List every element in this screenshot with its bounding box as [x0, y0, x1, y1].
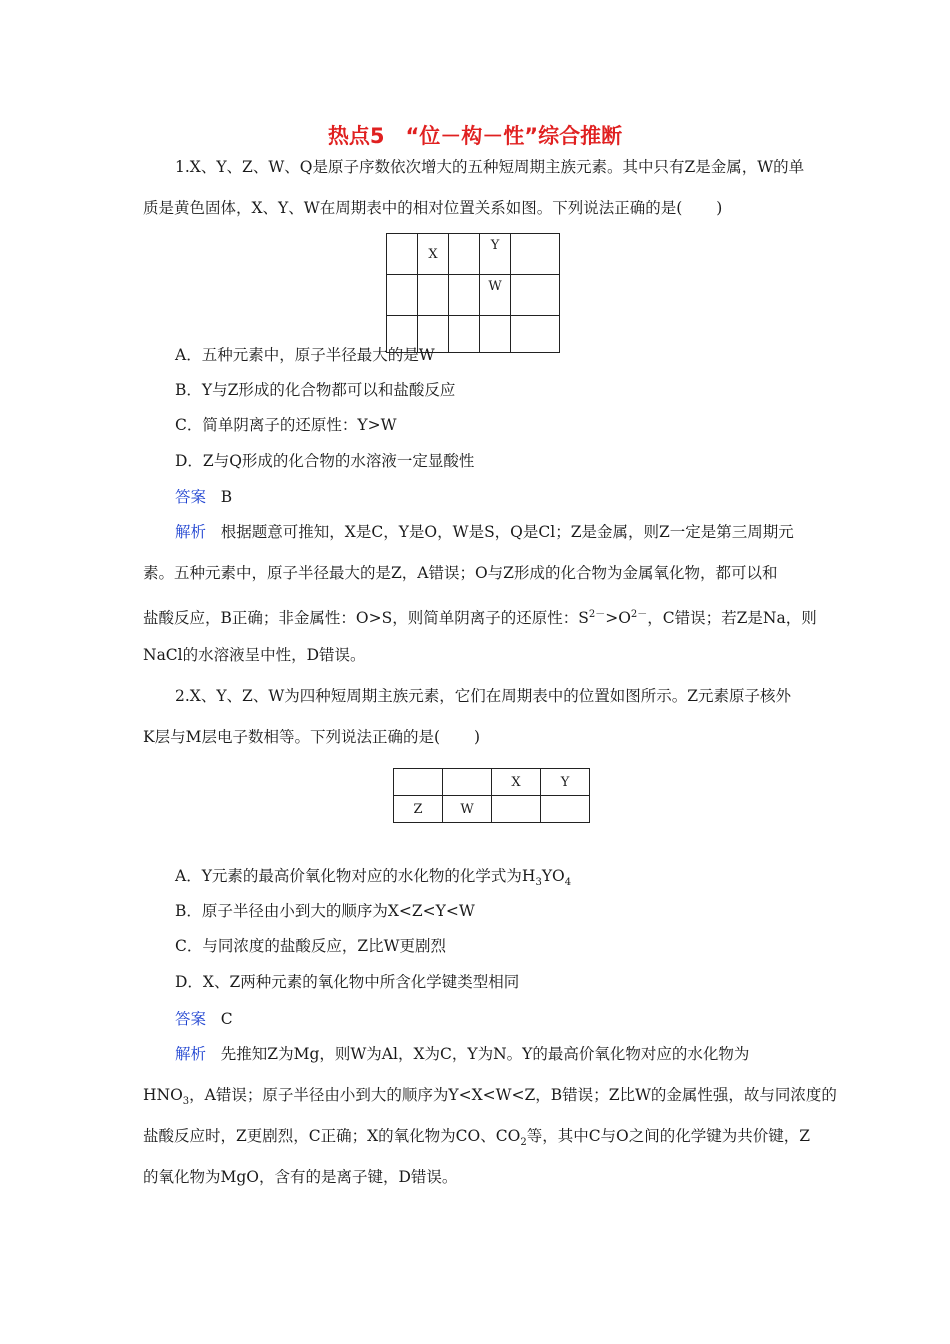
q2-periodic-table — [393, 768, 590, 823]
charge-superscript: 2－ — [630, 609, 648, 620]
q1-cell — [449, 275, 480, 316]
q1-analysis-text: ，C错误；若Z是Na，则 — [647, 609, 817, 628]
q1-cell — [449, 234, 480, 275]
q1-stem-paren: ) — [716, 199, 723, 217]
q1-cell: X — [418, 234, 449, 275]
q1-cell — [449, 316, 480, 353]
page-title: 热点5 “位－构－性”综合推断 — [327, 124, 623, 148]
q2-cell: X — [492, 769, 541, 796]
q2-cell — [443, 769, 492, 796]
formula-subscript: 3 — [182, 1096, 190, 1108]
q2-option-d: D．X、Z两种元素的氧化物中所含化学键类型相同 — [175, 973, 520, 991]
q1-stem-text: 质是黄色固体，X、Y、W在周期表中的相对位置关系如图。下列说法正确的是( — [143, 199, 683, 217]
analysis-label: 解析 — [175, 523, 207, 541]
q2-analysis-text: 先推知Z为Mg，则W为Al，X为C，Y为N。Y的最高价氧化物对应的水化物为 — [220, 1045, 750, 1063]
q2-option-b: B．原子半径由小到大的顺序为X<Z<Y<W — [175, 902, 475, 920]
q1-cell: W — [480, 275, 511, 316]
q1-cell — [511, 275, 560, 316]
q2-stem-line2 — [143, 717, 807, 758]
q2-option-a-text: YO — [541, 867, 565, 885]
formula-subscript: 3 — [535, 877, 542, 889]
q1-cell — [387, 234, 418, 275]
q1-cell — [511, 234, 560, 275]
q2-cell — [394, 769, 443, 796]
q2-cell — [492, 796, 541, 823]
q2-stem-line1: 2.X、Y、Z、W为四种短周期主族元素，它们在周期表中的位置如图所示。Z元素原子核外 — [175, 687, 792, 705]
charge-superscript: 2－ — [588, 609, 606, 620]
q1-option-a: A．五种元素中，原子半径最大的是W — [175, 346, 435, 364]
q1-analysis-line4: NaCl的水溶液呈中性，D错误。 — [143, 646, 366, 664]
q1-analysis-text: >O — [605, 609, 631, 628]
q1-cell — [480, 316, 511, 353]
q2-option-a — [175, 866, 571, 893]
answer-value: B — [220, 488, 233, 506]
q1-analysis-text: 盐酸反应，B正确；非金属性：O>S，则简单阴离子的还原性：S — [143, 609, 589, 628]
formula-subscript: 2 — [520, 1137, 527, 1149]
q2-option-c: C．与同浓度的盐酸反应，Z比W更剧烈 — [175, 937, 447, 955]
q1-cell — [387, 275, 418, 316]
q1-cell: Y — [480, 234, 511, 275]
analysis-label: 解析 — [175, 1045, 207, 1063]
q1-stem-line1: 1.X、Y、Z、W、Q是原子序数依次增大的五种短周期主族元素。其中只有Z是金属，W的单 — [175, 158, 805, 176]
q2-stem-text: K层与M层电子数相等。下列说法正确的是( — [143, 728, 440, 746]
answer-label: 答案 — [175, 1010, 207, 1028]
q1-answer — [175, 487, 232, 507]
q1-cell — [511, 316, 560, 353]
q2-stem-paren: ) — [474, 728, 481, 746]
formula-subscript: 4 — [564, 877, 572, 889]
answer-value: C — [220, 1010, 233, 1028]
q1-analysis-line3 — [143, 594, 817, 639]
q2-analysis-line1 — [143, 1034, 807, 1075]
q1-analysis-line2: 素。五种元素中，原子半径最大的是Z，A错误；O与Z形成的化合物为金属氧化物，都可以和 — [143, 564, 778, 582]
q2-cell: Z — [394, 796, 443, 823]
q2-analysis-text: 等，其中C与O之间的化学键为共价键，Z — [526, 1127, 811, 1145]
q2-cell: Y — [541, 769, 590, 796]
q2-cell: W — [443, 796, 492, 823]
q2-analysis-text: ，A错误；原子半径由小到大的顺序为Y<X<W<Z，B错误；Z比W的金属性强，故与同浓度的 — [189, 1086, 837, 1104]
q1-analysis-line1 — [143, 512, 807, 553]
q1-option-b: B．Y与Z形成的化合物都可以和盐酸反应 — [175, 381, 456, 399]
q1-cell — [418, 275, 449, 316]
q1-analysis-text: 根据题意可推知，X是C，Y是O，W是S，Q是Cl；Z是金属，则Z一定是第三周期元 — [220, 523, 794, 541]
q1-periodic-table — [386, 233, 560, 353]
q2-analysis-text: 盐酸反应时，Z更剧烈，C正确；X的氧化物为CO、CO — [143, 1127, 521, 1145]
q1-option-d: D．Z与Q形成的化合物的水溶液一定显酸性 — [175, 452, 475, 470]
q2-analysis-text: HNO — [143, 1086, 183, 1104]
q2-option-a-text: A．Y元素的最高价氧化物对应的水化物的化学式为H — [175, 867, 536, 885]
q1-option-c: C．简单阴离子的还原性：Y>W — [175, 416, 397, 434]
answer-label: 答案 — [175, 488, 207, 506]
q1-stem-line2 — [143, 188, 807, 229]
q2-cell — [541, 796, 590, 823]
q2-analysis-line4: 的氧化物为MgO，含有的是离子键，D错误。 — [143, 1168, 458, 1186]
q2-answer — [175, 1009, 233, 1029]
